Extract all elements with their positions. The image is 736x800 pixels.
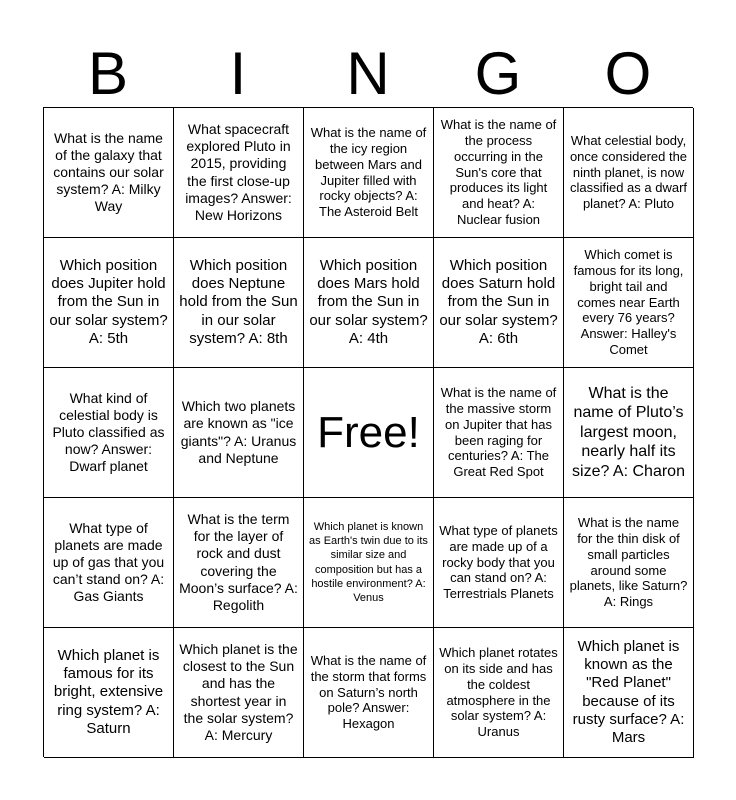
bingo-cell[interactable]: Which two planets are known as "ice giants"? A: Uranus and Neptune: [174, 368, 304, 498]
bingo-grid: [43, 107, 693, 757]
bingo-cell[interactable]: What type of planets are made up of gas that you can’t stand on? A: Gas Giants: [44, 498, 174, 628]
bingo-cell[interactable]: What is the name of the icy region between Mars and Jupiter filled with rocky objects? A: The Asteroid Belt: [304, 108, 434, 238]
header-letter-g: G: [474, 40, 522, 107]
bingo-cell[interactable]: Which position does Jupiter hold from the Sun in our solar system? A: 5th: [44, 238, 174, 368]
bingo-cell[interactable]: Which position does Neptune hold from the Sun in our solar system? A: 8th: [174, 238, 304, 368]
header-letter-n: N: [346, 40, 390, 107]
bingo-cell[interactable]: What type of planets are made up of a rocky body that you can stand on? A: Terrestrials Planets: [434, 498, 564, 628]
bingo-cell[interactable]: What is the name of the galaxy that contains our solar system? A: Milky Way: [44, 108, 174, 238]
bingo-cell[interactable]: What is the name of the massive storm on Jupiter that has been raging for centuries? A: The Great Red Spot: [434, 368, 564, 498]
bingo-cell[interactable]: Which planet rotates on its side and has the coldest atmosphere in the solar system? A: Uranus: [434, 628, 564, 758]
bingo-cell[interactable]: Which planet is known as the "Red Planet" because of its rusty surface? A: Mars: [564, 628, 694, 758]
bingo-cell[interactable]: What is the term for the layer of rock and dust covering the Moon’s surface? A: Regolith: [174, 498, 304, 628]
bingo-cell[interactable]: What kind of celestial body is Pluto classified as now? Answer: Dwarf planet: [44, 368, 174, 498]
bingo-cell[interactable]: Which planet is known as Earth's twin due to its similar size and composition but has a hostile environment? A: Venus: [304, 498, 434, 628]
bingo-cell[interactable]: What is the name of the process occurring in the Sun's core that produces its light and heat? A: Nuclear fusion: [434, 108, 564, 238]
bingo-cell[interactable]: Which position does Saturn hold from the Sun in our solar system? A: 6th: [434, 238, 564, 368]
bingo-cell[interactable]: What is the name of the storm that forms on Saturn’s north pole? Answer: Hexagon: [304, 628, 434, 758]
bingo-header: [43, 40, 693, 108]
bingo-cell[interactable]: What spacecraft explored Pluto in 2015, providing the first close-up images? Answer: New Horizons: [174, 108, 304, 238]
bingo-cell[interactable]: Which position does Mars hold from the Sun in our solar system? A: 4th: [304, 238, 434, 368]
bingo-cell[interactable]: What is the name of Pluto’s largest moon, nearly half its size? A: Charon: [564, 368, 694, 498]
bingo-cell[interactable]: Which comet is famous for its long, bright tail and comes near Earth every 76 years? Answer: Halley's Comet: [564, 238, 694, 368]
header-letter-i: I: [229, 40, 247, 107]
header-letter-b: B: [87, 40, 129, 107]
free-space[interactable]: Free!: [304, 368, 434, 498]
header-letter-o: O: [604, 40, 652, 107]
bingo-cell[interactable]: Which planet is the closest to the Sun and has the shortest year in the solar system? A: Mercury: [174, 628, 304, 758]
bingo-cell[interactable]: Which planet is famous for its bright, extensive ring system? A: Saturn: [44, 628, 174, 758]
bingo-cell[interactable]: What is the name for the thin disk of small particles around some planets, like Saturn? A: Rings: [564, 498, 694, 628]
bingo-cell[interactable]: What celestial body, once considered the ninth planet, is now classified as a dwarf planet? A: Pluto: [564, 108, 694, 238]
